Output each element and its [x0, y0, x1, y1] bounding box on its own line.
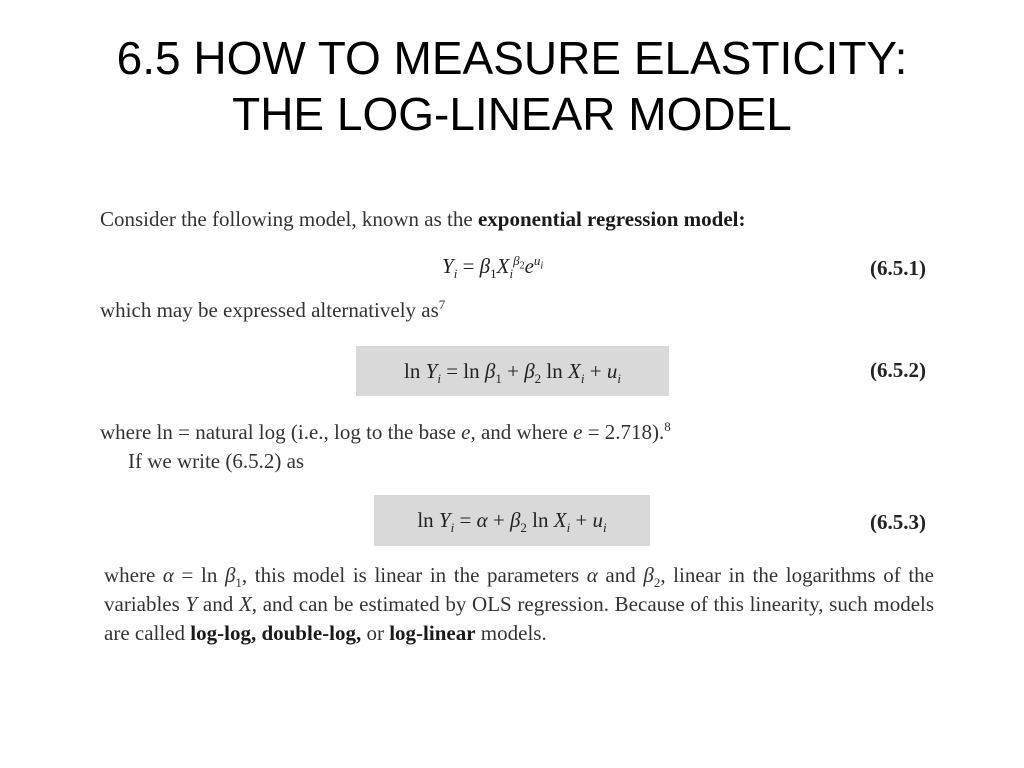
equation-6-5-2: $\ln Y_i = \ln \beta_1 + \beta_2$ $\ln X_i + u_i$ — [404, 358, 621, 386]
log-linear-explanation-paragraph: where $\alpha = \ln \beta_1$, this model is linear in the parameters α and $\beta_2$, linear in the logarithms of the variables Y and X, and can be estimated by OLS regression. Because of this linearity, such models are called log-log, double-log, or log-linear models. — [104, 563, 935, 645]
equation-6-5-2-box — [356, 346, 669, 396]
alternative-expression-plain: which may be expressed alternatively as — [100, 298, 439, 322]
para-part2: = ln — [173, 563, 225, 587]
slide-title — [0, 30, 1024, 142]
para-part3: , this model is linear in the parameters — [241, 563, 587, 587]
slide-title-line-2: THE LOG-LINEAR MODEL — [232, 88, 792, 140]
ln-def-part1: where ln = natural log (i.e., log to the base — [100, 420, 462, 444]
para-part1: where — [104, 563, 163, 587]
ln-def-part2: , and where — [470, 420, 574, 444]
equation-number-6-5-3: (6.5.3) — [870, 510, 926, 534]
para-part4: and — [597, 563, 644, 587]
para-part5: , linear in the logarithms of the variables — [104, 563, 934, 616]
if-we-write-text: If we write (6.5.2) as — [128, 449, 305, 473]
equation-number-6-5-2: (6.5.2) — [870, 358, 926, 382]
footnote-8: 8 — [664, 419, 671, 434]
intro-plain: Consider the following model, known as the — [100, 207, 478, 231]
natural-log-definition: where ln = natural log (i.e., log to the base e, and where e = 2.718).$^8$ — [100, 419, 671, 444]
para-part8: or — [361, 621, 390, 645]
para-part7: , and can be estimated by OLS regression. Because of this linearity, such models are called — [104, 592, 935, 645]
equation-number-6-5-1: (6.5.1) — [870, 256, 926, 280]
intro-text — [100, 207, 746, 232]
intro-bold-term: exponential regression model: — [477, 207, 746, 231]
equation-6-5-3: $\ln Y_i = \alpha + \beta_2$ $\ln X_i + u_i$ — [417, 508, 607, 536]
equation-6-5-3-box — [374, 495, 650, 546]
alternative-expression-text — [100, 298, 445, 323]
para-part6: and — [197, 592, 239, 616]
bold-term-double-log: log-log, double-log, — [190, 621, 362, 645]
footnote-7: 7 — [438, 297, 446, 312]
equation-6-5-1: $Y_i = \beta_1X_i^{\beta_2}e^{u_i}$ — [442, 253, 544, 282]
slide-title-line-1: 6.5 HOW TO MEASURE ELASTICITY: — [116, 32, 908, 84]
para-part9: models. — [475, 621, 547, 645]
bold-term-log-linear: log-linear — [389, 621, 476, 645]
ln-def-part3: = 2.718). — [582, 420, 665, 444]
